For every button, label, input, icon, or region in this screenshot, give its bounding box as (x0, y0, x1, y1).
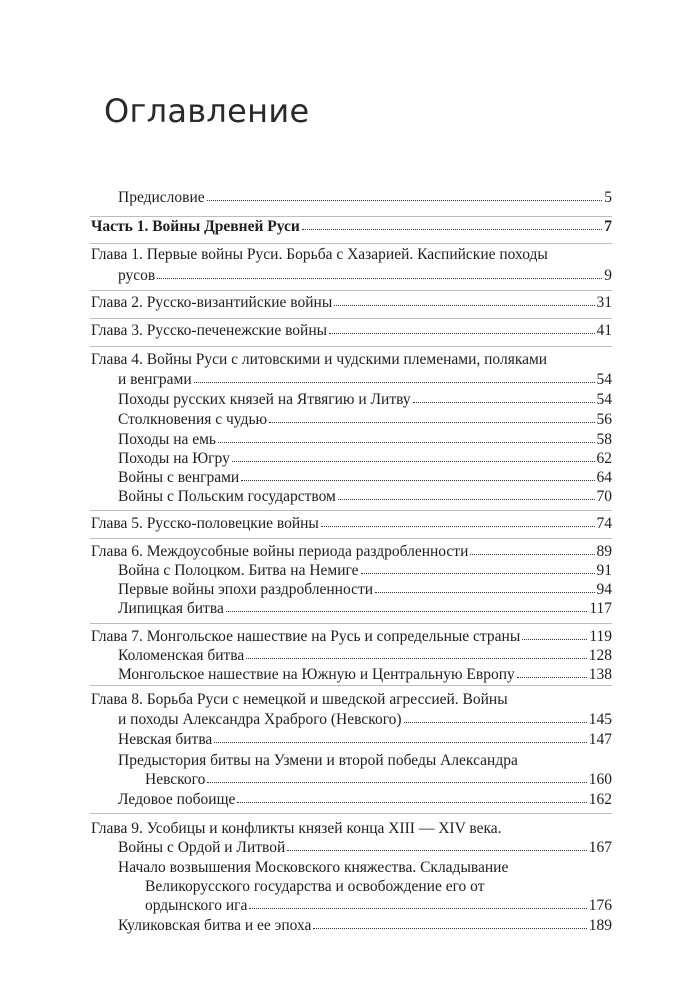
toc-entry-section[interactable] (118, 449, 612, 468)
toc-entry-title: Глава 2. Русско-византийские войны (91, 294, 333, 311)
toc-entry-title: Столкновения с чудью (118, 411, 268, 428)
toc-entry-section[interactable] (118, 390, 612, 409)
toc-page-number: 128 (588, 647, 612, 664)
toc-entry-title: Ледовое побоище (118, 791, 236, 808)
leader-dots (517, 676, 587, 678)
toc-page-number: 91 (596, 562, 612, 579)
toc-entry-chapter-9[interactable] (118, 838, 612, 857)
leader-dots (157, 277, 602, 279)
leader-dots (321, 525, 595, 527)
toc-entry-title: Куликовская битва и ее эпоха (118, 917, 312, 934)
leader-dots (214, 741, 586, 743)
toc-entry-chapter-3[interactable] (91, 321, 612, 340)
toc-entry-section[interactable] (118, 790, 612, 809)
toc-entry-title: Невская битва (118, 731, 213, 748)
leader-dots (470, 553, 594, 555)
section-divider (90, 318, 612, 319)
toc-page-number: 94 (596, 581, 612, 598)
toc-page-number: 160 (588, 771, 612, 788)
toc-entry-title: Глава 7. Монгольское нашествие на Русь и сопредельные страны (91, 628, 521, 645)
toc-page-number: 145 (588, 711, 612, 728)
toc-page-number: 138 (588, 666, 612, 683)
toc-entry-title: Войны с Польским государством (118, 488, 336, 505)
section-divider (90, 510, 612, 511)
leader-dots (361, 572, 595, 574)
toc-entry-section[interactable] (118, 468, 612, 487)
section-divider (90, 538, 612, 539)
leader-dots (522, 638, 587, 640)
toc-entry-chapter-6[interactable] (91, 542, 612, 561)
leader-dots (302, 228, 602, 230)
leader-dots (207, 781, 586, 783)
toc-entry-section[interactable] (118, 665, 612, 684)
toc-entry-line: Глава 1. Первые войны Руси. Борьба с Хазарией. Каспийские походы (91, 246, 548, 263)
toc-entry-line: Глава 4. Войны Руси с литовскими и чудскими племенами, поляками (91, 351, 548, 368)
toc-entry-section[interactable] (118, 561, 612, 580)
toc-entry-title: Невского (145, 771, 206, 788)
toc-entry-title: Глава 5. Русско-половецкие войны (91, 515, 319, 532)
toc-entry-title: Монгольское нашествие на Южную и Центральную Европу (118, 666, 515, 683)
toc-entry-title: Первые войны эпохи раздробленности (118, 581, 374, 598)
section-divider (90, 290, 612, 291)
section-divider (90, 346, 612, 347)
toc-entry-chapter-1[interactable] (118, 266, 612, 285)
toc-entry-title: и венграми (118, 371, 192, 388)
toc-entry-chapter-8[interactable] (118, 710, 612, 729)
leader-dots (249, 907, 586, 909)
toc-entry-section[interactable] (118, 487, 612, 506)
toc-entry-title: Глава 3. Русско-печенежские войны (91, 322, 328, 339)
toc-entry-title: и походы Александра Храброго (Невского) (118, 711, 402, 728)
toc-entry-title: Липицкая битва (118, 600, 224, 617)
leader-dots (313, 927, 586, 929)
toc-page-number: 176 (588, 897, 612, 914)
toc-entry-section[interactable] (118, 730, 612, 749)
toc-entry-title: Предисловие (118, 189, 205, 206)
toc-page-number: 167 (588, 839, 612, 856)
toc-entry-section[interactable] (118, 599, 612, 618)
toc-page-number: 64 (596, 469, 612, 486)
leader-dots (218, 441, 594, 443)
toc-entry-title: Войны с венграми (118, 469, 240, 486)
toc-entry-line: Глава 9. Усобицы и конфликты князей конца XIII — XIV века. (91, 820, 502, 837)
toc-entry-title: ордынского ига (145, 897, 248, 914)
toc-entry-section[interactable] (118, 916, 612, 935)
toc-page-number: 7 (604, 218, 612, 235)
leader-dots (404, 721, 587, 723)
leader-dots (237, 801, 586, 803)
leader-dots (269, 421, 594, 423)
toc-entry-chapter-2[interactable] (91, 293, 612, 312)
section-divider (90, 623, 612, 624)
toc-page-number: 62 (596, 450, 612, 467)
toc-entry-title: Походы на Югру (118, 450, 230, 467)
toc-page-number: 41 (596, 322, 612, 339)
leader-dots (287, 849, 586, 851)
toc-page-number: 54 (596, 371, 612, 388)
toc-entry-title: Война с Полоцком. Битва на Немиге (118, 562, 359, 579)
toc-entry-section[interactable] (118, 410, 612, 429)
leader-dots (246, 657, 586, 659)
toc-page-number: 9 (604, 267, 612, 284)
section-divider (90, 813, 612, 814)
toc-entry-line: Начало возвышения Московского княжества. Складывание (118, 859, 509, 876)
toc-entry-title: русов (118, 267, 156, 284)
toc-entry-title: Походы на емь (118, 431, 217, 448)
section-divider (90, 243, 612, 244)
toc-entry-part-1[interactable] (91, 217, 612, 236)
leader-dots (338, 498, 595, 500)
toc-page-number: 31 (596, 294, 612, 311)
toc-entry-section[interactable] (145, 896, 612, 915)
toc-page-number: 119 (589, 628, 612, 645)
toc-page-number: 74 (596, 515, 612, 532)
toc-entry-chapter-5[interactable] (91, 514, 612, 533)
toc-entry-section[interactable] (145, 770, 612, 789)
toc-entry-title: Походы русских князей на Ятвягию и Литву (118, 391, 411, 408)
toc-page-number: 54 (596, 391, 612, 408)
toc-entry-section[interactable] (118, 580, 612, 599)
toc-entry-preface[interactable] (118, 188, 612, 207)
toc-entry-line: Великорусского государства и освобождение его от (145, 878, 485, 895)
toc-entry-chapter-4[interactable] (118, 370, 612, 389)
leader-dots (194, 381, 595, 383)
section-divider (90, 685, 612, 686)
toc-entry-title: Часть 1. Войны Древней Руси (91, 218, 300, 235)
toc-entry-line: Предыстория битвы на Узмени и второй победы Александра (118, 752, 518, 769)
leader-dots (226, 610, 587, 612)
toc-page-number: 56 (596, 411, 612, 428)
toc-entry-title: Глава 6. Междоусобные войны периода раздробленности (91, 543, 469, 560)
leader-dots (207, 199, 603, 201)
toc-entry-section[interactable] (118, 646, 612, 665)
toc-entry-title: Войны с Ордой и Литвой (118, 839, 286, 856)
toc-page-number: 89 (596, 543, 612, 560)
leader-dots (334, 304, 594, 306)
toc-page-number: 5 (604, 189, 612, 206)
toc-entry-chapter-7[interactable] (91, 627, 612, 646)
leader-dots (329, 332, 594, 334)
page-title: Оглавление (104, 92, 310, 130)
leader-dots (413, 401, 595, 403)
toc-entry-title: Коломенская битва (118, 647, 245, 664)
leader-dots (241, 479, 594, 481)
toc-page-number: 117 (589, 600, 612, 617)
toc-entry-line: Глава 8. Борьба Руси с немецкой и шведской агрессией. Войны (91, 691, 508, 708)
toc-page-number: 162 (588, 791, 612, 808)
toc-page-number: 147 (588, 731, 612, 748)
toc-page-number: 189 (588, 917, 612, 934)
toc-page-number: 58 (596, 431, 612, 448)
leader-dots (232, 460, 595, 462)
toc-page-number: 70 (596, 488, 612, 505)
leader-dots (375, 591, 594, 593)
toc-entry-section[interactable] (118, 430, 612, 449)
